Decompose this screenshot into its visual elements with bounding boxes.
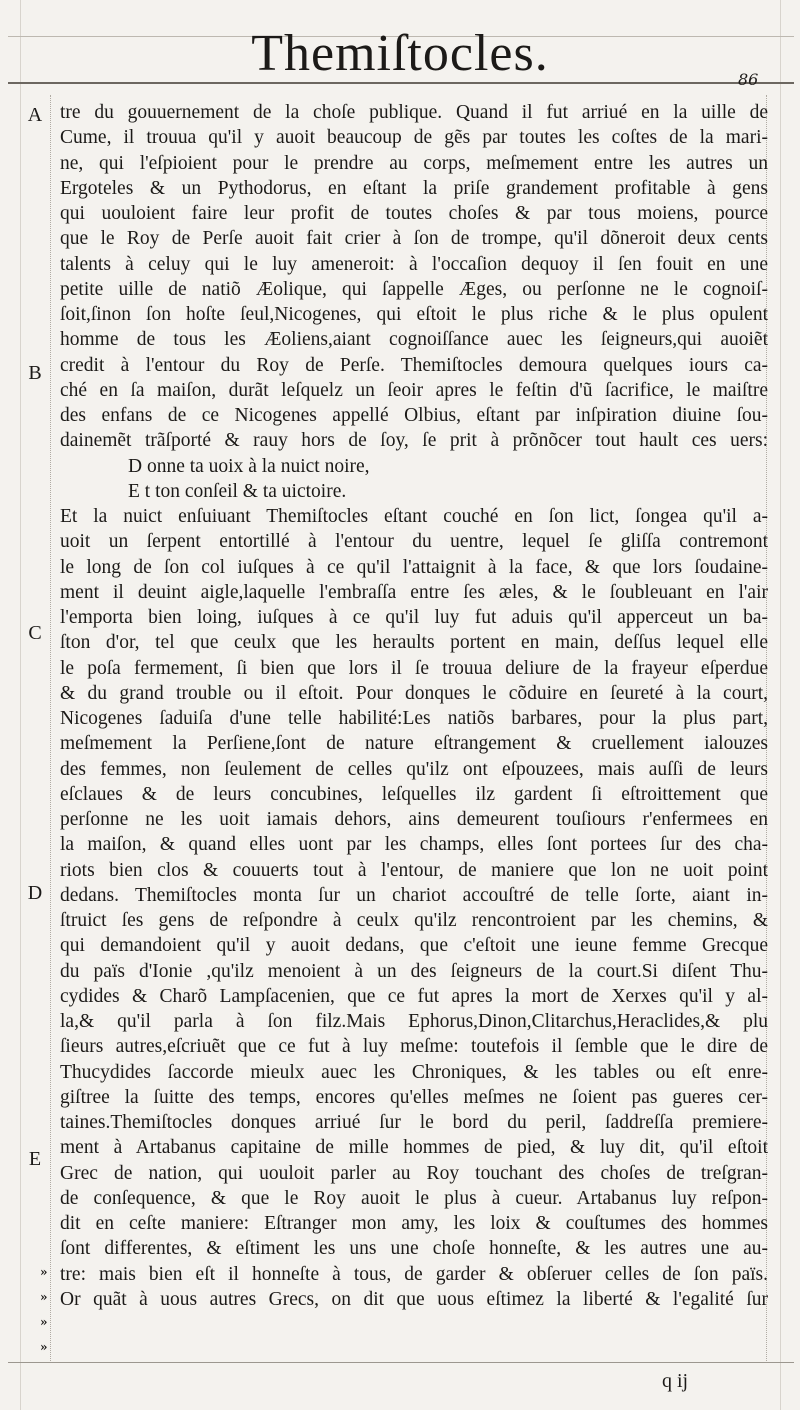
text-line: ne, qui l'eſpioient pour le prendre au corps, meſmement entre les autres un [60, 152, 768, 174]
margin-rule-left [50, 95, 51, 1363]
quote-mark: » [40, 1290, 48, 1304]
text-line: Nicogenes ſaduiſa d'une telle habilité:Les natiõs barbares, pour la plus part, [60, 708, 768, 729]
text-line: du païs d'Ionie ,qu'ilz menoient à un des ſeigneurs de la court.Si diſent Thu- [60, 960, 768, 982]
header-rule [8, 82, 794, 84]
text-line: giſtree la ſuitte des temps, encores qu'elles meſmes ne ſoient pas gueres cer- [60, 1086, 768, 1108]
text-line: des enfans de ce Nicogenes appellé Olbius, eſtant par inſpiration diuine ſou- [60, 405, 768, 426]
text-line: taines.Themiſtocles donques arriué ſur le bord du peril, ſaddreſſa premiere- [60, 1112, 768, 1133]
margin-letter-b: B [28, 362, 42, 384]
text-line: credit à l'entour du Roy de Perſe. Themiſtocles demoura quelques iours ca- [60, 354, 768, 376]
margin-letter-e: E [28, 1148, 42, 1170]
text-line: le long de ſon col iuſques à ce qu'il l'attaignit à la face, & que lors ſoudaine- [60, 556, 768, 578]
text-line: de conſequence, & que le Roy auoit le plus à cueur. Artabanus luy reſpon- [60, 1187, 768, 1209]
text-line: tre: mais bien eſt il honneſte à tous, de garder & obſeruer celles de ſon païs. [60, 1263, 768, 1285]
text-line: ſieurs autres,eſcriuẽt que ce fut à luy meſme: toutefois il ſemble que le dire de [60, 1036, 768, 1058]
text-line: qui uouloient faire leur profit de toutes choſes & par tous moiens, pource [60, 203, 768, 224]
text-line: dainemẽt trãſporté & rauy hors de ſoy, ſe prit à prõnõcer tout hault ces uers: [60, 430, 768, 452]
text-line: dit en ceſte maniere: Eſtranger mon amy, les loix & couſtumes des hommes [60, 1213, 768, 1234]
text-line: ment à Artabanus capitaine de mille hommes de pied, & luy dit, qu'il eſtoit [60, 1137, 768, 1159]
text-line: dedans. Themiſtocles monta ſur un chariot accouſtré de telle ſorte, aiant in- [60, 884, 768, 906]
quote-mark: » [40, 1315, 48, 1329]
text-line: ſton d'or, tel que ceulx que les heraults portent en main, deſſus lequel elle [60, 632, 768, 654]
page-number: 86 [738, 70, 759, 89]
text-line: qui demandoient qu'il y auoit dedans, que c'eſtoit une ieune femme Grecque [60, 935, 768, 957]
text-line: Ergoteles & un Pythodorus, en eſtant la priſe grandement profitable à gens [60, 177, 768, 199]
margin-letter-a: A [27, 104, 43, 126]
text-line: meſmement la Perſiene,ſont de nature eſtrangement & cruellement ialouzes [60, 733, 768, 755]
text-line: Cume, il trouua qu'il y auoit beaucoup de gẽs par toutes les coſtes de la mari- [60, 127, 768, 149]
text-line: uoit un ſerpent entortillé à l'entour du uentre, lequel ſe gliſſa contremont [60, 531, 768, 553]
page-title: Themiſtocles. [251, 25, 549, 82]
text-line: que le Roy de Perſe auoit fait crier à ſon de trompe, qu'il dõneroit deux cents [60, 228, 768, 250]
text-line: ché en ſa maiſon, durãt leſquelz un ſeoir apres le feſtin d'ũ ſacrifice, le maiſtre [60, 379, 768, 401]
text-line: riots bien clos & couuerts tout à l'entour, de maniere que lon ne uoit point [60, 859, 768, 881]
quote-mark: » [40, 1340, 48, 1354]
verse-line: D onne ta uoix à la nuict noire, [128, 455, 370, 477]
text-line: petite uille de natiõ Æolique, qui ſappelle Æges, ou perſonne ne le cognoiſ- [60, 278, 768, 300]
page-edge-left [20, 0, 21, 1410]
verse-line: E t ton conſeil & ta uictoire. [128, 480, 347, 502]
quote-mark: » [40, 1265, 48, 1279]
text-line: la,& qu'il parla à ſon filz.Mais Ephorus,Dinon,Clitarchus,Heraclides,& plu [60, 1011, 768, 1032]
text-line: ſtruict ſes gens de reſpondre à ceulx qu'ilz rencontroient par les chemins, & [60, 910, 768, 931]
margin-letter-d: D [27, 882, 43, 904]
margin-letter-c: C [28, 622, 42, 644]
text-line: & du grand trouble ou il eſtoit. Pour donques le cõduire en ſeureté à la court, [60, 682, 768, 704]
body-text [60, 100, 768, 1312]
text-line: la maiſon, & quand elles uont par les champs, elles ſont portees ſur des cha- [60, 834, 768, 856]
text-line: talents à celuy qui le luy ameneroit: à l'occaſion dequoy il ſen fouit en une [60, 253, 768, 275]
text-line: Or quãt à uous autres Grecs, on dit que uous eſtimez la liberté & l'egalité ſur [60, 1288, 768, 1310]
text-line: des femmes, non ſeulement de celles qu'ilz ont eſpouzees, mais auſſi de leurs [60, 758, 768, 780]
text-line: l'emporta bien loing, iuſques à ce qu'il luy fut aduis qu'il apperceut un ba- [60, 607, 768, 628]
text-line: perſonne ne les uoit iamais dehors, ains demeurent touſiours r'enfermees en [60, 809, 768, 830]
text-line: cydides & Charõ Lampſacenien, que ce fut apres la mort de Xerxes qu'il y al- [60, 985, 768, 1007]
text-line: ſont differentes, & eſtiment les uns une choſe honneſte, & les autres une au- [60, 1238, 768, 1260]
page-edge-right [780, 0, 781, 1410]
text-line: le poſa fermement, ſi bien que lors il ſe trouua deliure de la frayeur eſperdue [60, 657, 768, 679]
text-line: Thucydides ſaccorde mieulx auec les Chroniques, & les tables ou eſt enre- [60, 1061, 768, 1083]
text-line: homme de tous les Æoliens,aiant cognoiſſance auec les ſeigneurs,qui auoiẽt [60, 329, 768, 351]
text-line: ment il deuint aigle,laquelle l'embraſſa entre ſes æles, & le ſoubleuant en l'air [60, 581, 768, 603]
text-line: tre du gouuernement de la choſe publique. Quand il fut arriué en la uille de [60, 102, 768, 123]
text-line: Et la nuict enſuiuant Themiſtocles eſtant couché en ſon lict, ſongea qu'il a- [60, 506, 768, 527]
text-line: eſclaues & de leurs concubines, leſquelles ilz gardent ſi eſtroittement que [60, 783, 768, 805]
text-line: Grec de nation, qui uouloit parler au Roy touchant des choſes de treſgran- [60, 1162, 768, 1184]
signature-mark: q ij [662, 1370, 689, 1392]
bottom-rule [8, 1362, 794, 1363]
text-line: ſoit,ſinon ſon hoſte ſeul,Nicogenes, qui eſtoit le plus riche & le plus opulent [60, 304, 768, 325]
